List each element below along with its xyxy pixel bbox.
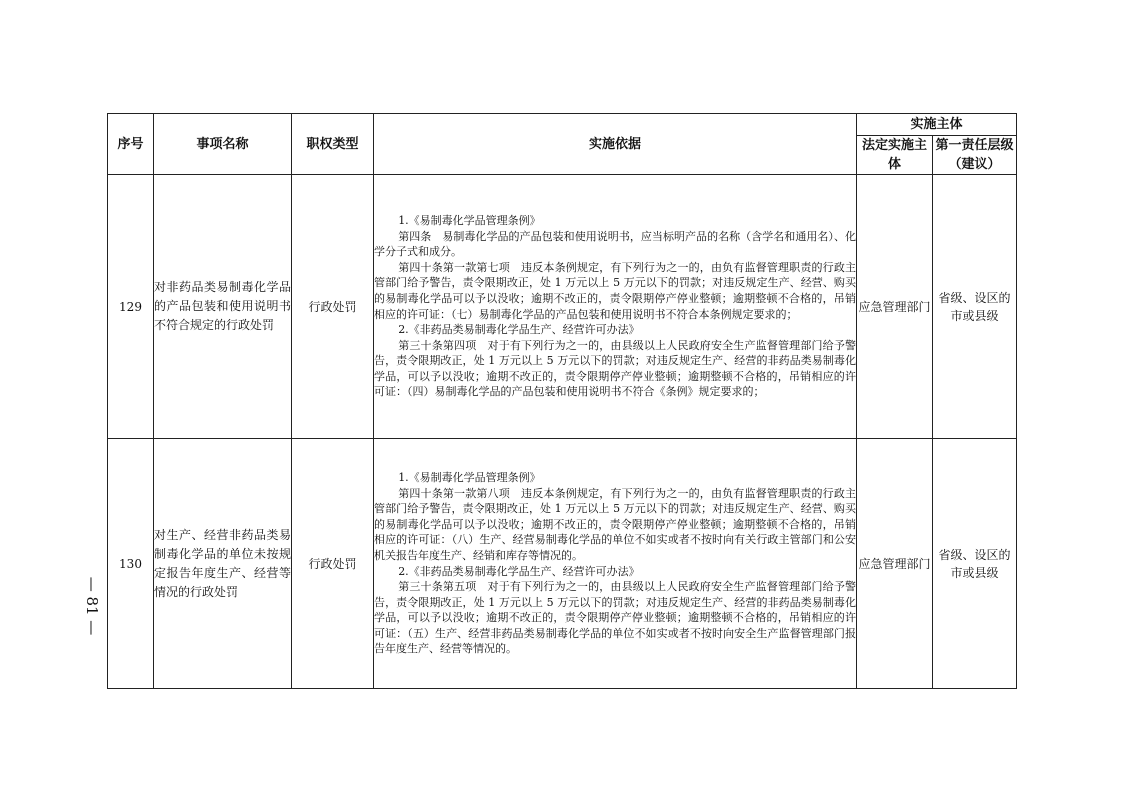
basis-paragraph: 1.《易制毒化学品管理条例》 [398,213,541,227]
row-basis [374,175,857,439]
basis-paragraph: 第三十条第五项 对于有下列行为之一的，由县级以上人民政府安全生产监督管理部门给予警告，责令限期改正，处 1 万元以上 5 万元以下的罚款；对违反规定生产、经营的非药品类易制毒化学品，可以予以没收；逾期不改正的，责令限期停产停业整顿；逾期整顿不合格的，吊销相应的许可证：（五）生产、经营非药品类易制毒化学品的单位不如实或者不按时向安全生产监督管理部门报告年度生产、经营等情况的。 [374,580,856,656]
header-legal-subject: 法定实施主体 [857,136,933,175]
basis-paragraph: 2.《非药品类易制毒化学品生产、经营许可办法》 [398,323,640,337]
header-subject: 实施主体 [857,114,1017,136]
row-seq: 129 [108,175,154,439]
row-first-level: 省级、设区的市或县级 [933,175,1017,439]
basis-paragraph: 2.《非药品类易制毒化学品生产、经营许可办法》 [398,564,640,578]
row-first-level: 省级、设区的市或县级 [933,439,1017,689]
header-basis: 实施依据 [374,114,857,175]
row-basis [374,439,857,689]
table-row [108,439,1017,689]
powers-table [107,113,1017,689]
header-first-level: 第一责任层级（建议） [933,136,1017,175]
row-legal-subject: 应急管理部门 [857,439,933,689]
row-item-name: 对非药品类易制毒化学品的产品包装和使用说明书不符合规定的行政处罚 [154,175,292,439]
page-number: — 81 — [83,576,101,636]
row-seq: 130 [108,439,154,689]
header-seq: 序号 [108,114,154,175]
row-item-name: 对生产、经营非药品类易制毒化学品的单位未按规定报告年度生产、经营等情况的行政处罚 [154,439,292,689]
header-item-name: 事项名称 [154,114,292,175]
basis-paragraph: 第三十条第四项 对于有下列行为之一的，由县级以上人民政府安全生产监督管理部门给予警告，责令限期改正，处 1 万元以上 5 万元以下的罚款；对违反规定生产、经营的非药品类易制毒化学品，可以予以没收；逾期不改正的，责令限期停产停业整顿；逾期整顿不合格的，吊销相应的许可证：（四）易制毒化学品的产品包装和使用说明书不符合《条例》规定要求的； [374,338,856,399]
table-row [108,175,1017,439]
basis-paragraph: 第四十条第一款第八项 违反本条例规定，有下列行为之一的，由负有监督管理职责的行政主管部门给予警告，责令限期改正，处 1 万元以上 5 万元以下的罚款；对违反规定生产、经营、购买的易制毒化学品可以予以没收；逾期不改正的，责令限期停产停业整顿；逾期整顿不合格的，吊销相应的许可证：（八）生产、经营易制毒化学品的单位不如实或者不按时向有关行政主管部门和公安机关报告年度生产、经销和库存等情况的。 [374,486,856,562]
basis-paragraph: 1.《易制毒化学品管理条例》 [398,470,541,484]
row-power-type: 行政处罚 [292,175,374,439]
row-legal-subject: 应急管理部门 [857,175,933,439]
basis-paragraph: 第四十条第一款第七项 违反本条例规定，有下列行为之一的，由负有监督管理职责的行政主管部门给予警告，责令限期改正，处 1 万元以上 5 万元以下的罚款；对违反规定生产、经营、购买的易制毒化学品可以予以没收；逾期不改正的，责令限期停产停业整顿；逾期整顿不合格的，吊销相应的许可证：（七）易制毒化学品的产品包装和使用说明书不符合本条例规定要求的； [374,260,856,321]
row-power-type: 行政处罚 [292,439,374,689]
basis-paragraph: 第四条 易制毒化学品的产品包装和使用说明书，应当标明产品的名称（含学名和通用名）、化学分子式和成分。 [374,229,856,259]
header-power-type: 职权类型 [292,114,374,175]
